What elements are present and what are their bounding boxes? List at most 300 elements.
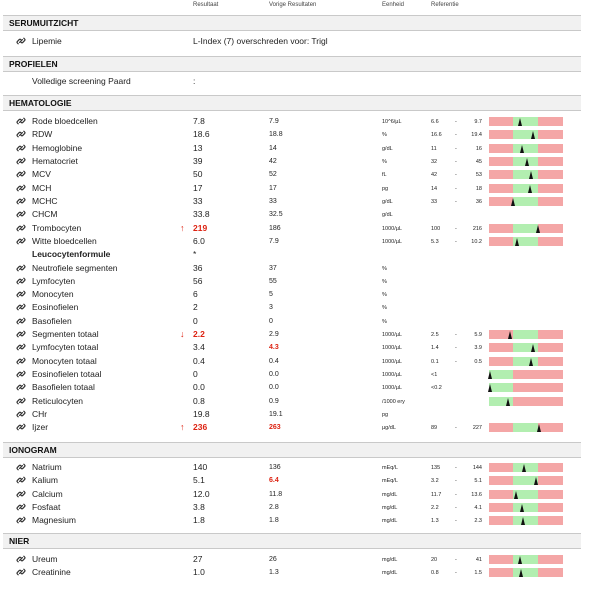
reference-separator: - (455, 345, 457, 352)
link-icon[interactable] (16, 369, 26, 379)
previous-value: 2.8 (269, 503, 279, 511)
result-value: 3.8 (193, 501, 205, 512)
previous-value: 37 (269, 264, 277, 272)
previous-value: 11.8 (269, 490, 283, 498)
test-name: Kalium (32, 475, 58, 486)
reference-low: 16.6 (431, 132, 442, 139)
reference-low: 0.8 (431, 570, 439, 577)
test-name: Basofielen totaal (32, 382, 95, 393)
result-value: 36 (193, 262, 203, 273)
link-icon[interactable] (16, 289, 26, 299)
link-icon[interactable] (16, 302, 26, 312)
link-icon[interactable] (16, 183, 26, 193)
test-name: CHr (32, 409, 48, 420)
reference-range-bar (489, 555, 563, 564)
result-value: 18.6 (193, 129, 210, 140)
result-value: 236 (193, 422, 208, 433)
result-row (0, 566, 601, 579)
reference-low: 0.1 (431, 358, 439, 365)
previous-value: 26 (269, 556, 277, 563)
previous-value: 2.9 (269, 331, 279, 339)
unit: 1000/µL (382, 238, 402, 245)
unit: mg/dL (382, 570, 398, 577)
result-row (0, 35, 601, 48)
reference-range-bar (489, 397, 563, 406)
previous-value: 0.0 (269, 384, 279, 392)
unit: % (382, 318, 387, 325)
result-marker (528, 185, 532, 193)
previous-value: 0 (269, 317, 273, 325)
reference-low: 6.6 (431, 119, 439, 125)
reference-separator: - (455, 491, 457, 498)
reference-separator: - (455, 198, 457, 205)
unit: mg/dL (382, 491, 398, 498)
result-row (0, 182, 601, 195)
link-icon[interactable] (16, 276, 26, 286)
unit: g/dL (382, 198, 393, 205)
link-icon[interactable] (16, 475, 26, 485)
reference-range-bar (489, 476, 563, 485)
unit: mg/dL (382, 504, 398, 511)
reference-range-bar (489, 117, 563, 126)
previous-value: 136 (269, 464, 281, 471)
result-marker (525, 158, 529, 166)
link-icon[interactable] (16, 236, 26, 246)
test-name: Ijzer (32, 422, 49, 433)
test-name: Reticulocyten (32, 395, 84, 406)
unit: % (382, 265, 387, 272)
result-marker (518, 556, 522, 564)
normal-range-band (513, 330, 537, 339)
result-marker (529, 171, 533, 179)
reference-range-bar (489, 157, 563, 166)
reference-separator: - (455, 172, 457, 179)
reference-separator: - (455, 145, 457, 152)
reference-range-bar (489, 197, 563, 206)
link-icon[interactable] (16, 396, 26, 406)
link-icon[interactable] (16, 567, 26, 577)
result-row (0, 408, 601, 421)
result-value: 0.4 (193, 355, 205, 366)
header-reference: Referentie (431, 2, 459, 8)
reference-high: 9.7 (474, 119, 482, 125)
section-header: PROFIELEN (3, 56, 581, 72)
unit: mg/dL (382, 518, 398, 525)
test-name: Segmenten totaal (32, 329, 99, 340)
result-value: 219 (193, 222, 208, 233)
reference-separator: - (455, 132, 457, 139)
result-value: 0 (193, 369, 198, 380)
unit: pg (382, 412, 389, 419)
result-row (0, 235, 601, 248)
reference-range-bar (489, 130, 563, 139)
reference-high: 41 (475, 557, 482, 563)
normal-range-band (513, 568, 537, 577)
result-row (0, 368, 601, 381)
result-marker (519, 569, 523, 577)
result-value: L-Index (7) overschreden voor: Trigl (193, 36, 328, 46)
result-value: 1.8 (193, 515, 205, 526)
reference-high: 2.3 (474, 518, 482, 525)
reference-high: 144 (472, 465, 482, 471)
result-value: 0.8 (193, 395, 205, 406)
result-row (0, 514, 601, 527)
result-row (0, 395, 601, 408)
previous-value: 52 (269, 171, 277, 179)
unit: 1000/µL (382, 345, 402, 352)
reference-separator: - (455, 185, 457, 192)
result-row (0, 75, 601, 88)
test-name: CHCM (32, 209, 58, 220)
reference-separator: - (455, 478, 457, 485)
test-name: Lymfocyten (32, 275, 76, 286)
unit: mEq/L (382, 478, 398, 485)
normal-range-band (513, 516, 537, 525)
result-marker (514, 491, 518, 499)
reference-high: 216 (472, 225, 482, 232)
reference-range-bar (489, 423, 563, 432)
unit: 1000/µL (382, 358, 402, 365)
reference-range-bar (489, 330, 563, 339)
reference-low: 100 (431, 225, 441, 232)
previous-value: 14 (269, 144, 277, 152)
unit: 10^6/µL (382, 119, 402, 125)
reference-range-bar (489, 516, 563, 525)
result-value: 6 (193, 289, 198, 300)
reference-low: 1.4 (431, 345, 439, 352)
result-value: 2.2 (193, 329, 205, 340)
result-value: 7.8 (193, 116, 205, 126)
link-icon[interactable] (16, 156, 26, 166)
reference-separator: - (455, 358, 457, 365)
result-row (0, 128, 601, 141)
test-name: Hemoglobine (32, 142, 83, 153)
section-header: SERUMUITZICHT (3, 15, 581, 31)
result-value: 140 (193, 462, 208, 472)
normal-range-band (513, 224, 537, 233)
previous-value: 3 (269, 304, 273, 312)
test-name: Hematocriet (32, 155, 78, 166)
previous-value: 7.9 (269, 237, 279, 245)
reference-separator: - (455, 119, 457, 125)
reference-high: 5.1 (474, 478, 482, 485)
link-icon[interactable] (16, 169, 26, 179)
test-name: Lymfocyten totaal (32, 342, 99, 353)
reference-separator: - (455, 332, 457, 339)
arrow-up-icon: ↑ (180, 222, 185, 233)
previous-value: 0.4 (269, 357, 279, 365)
previous-value: 19.1 (269, 411, 283, 419)
previous-value: 1.8 (269, 517, 279, 525)
result-marker (488, 384, 492, 392)
test-name: Volledige screening Paard (32, 76, 131, 86)
reference-range-bar (489, 237, 563, 246)
result-row (0, 142, 601, 155)
reference-separator: - (455, 518, 457, 525)
reference-range-bar (489, 357, 563, 366)
result-row (0, 195, 601, 208)
test-name: Magnesium (32, 515, 76, 526)
result-row (0, 341, 601, 354)
test-name: MCV (32, 169, 51, 180)
unit: mg/dL (382, 557, 398, 563)
reference-low: 89 (431, 425, 438, 432)
result-marker (518, 118, 522, 126)
result-value: 13 (193, 142, 203, 153)
result-row (0, 355, 601, 368)
reference-low: 3.2 (431, 478, 439, 485)
unit: g/dL (382, 145, 393, 152)
test-name: Neutrofiele segmenten (32, 262, 118, 273)
unit: 1000/µL (382, 385, 402, 392)
reference-range-bar (489, 144, 563, 153)
result-value: 3.4 (193, 342, 205, 353)
test-name: Lipemie (32, 36, 62, 46)
header-previous-results: Vorige Resultaten (269, 2, 317, 8)
result-marker (508, 331, 512, 339)
previous-value: 32.5 (269, 211, 283, 219)
result-marker (521, 517, 525, 525)
test-name: Trombocyten (32, 222, 82, 233)
reference-low: <0.2 (431, 385, 442, 392)
reference-range-bar (489, 170, 563, 179)
previous-value: 17 (269, 184, 277, 192)
link-icon[interactable] (16, 36, 26, 46)
unit: % (382, 132, 387, 139)
reference-range-bar (489, 370, 563, 379)
reference-low: 33 (431, 198, 438, 205)
result-row (0, 381, 601, 394)
link-icon[interactable] (16, 129, 26, 139)
link-icon[interactable] (16, 209, 26, 219)
result-marker (529, 358, 533, 366)
reference-range-bar (489, 463, 563, 472)
result-marker (506, 398, 510, 406)
result-row (0, 248, 601, 261)
test-name: Leucocytenformule (32, 249, 111, 260)
previous-value: 0.9 (269, 397, 279, 405)
result-value: 0 (193, 315, 198, 326)
result-value: 56 (193, 275, 203, 286)
previous-value: 186 (269, 224, 281, 232)
normal-range-band (513, 144, 537, 153)
result-value: 50 (193, 169, 203, 180)
link-icon[interactable] (16, 462, 26, 472)
result-value: 19.8 (193, 409, 210, 420)
normal-range-band (513, 184, 537, 193)
unit: mEq/L (382, 465, 398, 471)
reference-separator: - (455, 465, 457, 471)
link-icon[interactable] (16, 143, 26, 153)
test-name: RDW (32, 129, 53, 140)
reference-low: 42 (431, 172, 438, 179)
result-value: 39 (193, 155, 203, 166)
arrow-up-icon: ↑ (180, 422, 185, 433)
normal-range-band (489, 370, 513, 379)
result-value: 1.0 (193, 567, 205, 578)
reference-low: <1 (431, 372, 438, 379)
link-icon[interactable] (16, 515, 26, 525)
result-marker (531, 131, 535, 139)
header-result: Resultaat (193, 2, 219, 8)
reference-separator: - (455, 158, 457, 165)
section-header: NIER (3, 533, 581, 549)
result-marker (537, 424, 541, 432)
reference-high: 0.5 (474, 358, 482, 365)
reference-range-bar (489, 503, 563, 512)
arrow-down-icon: ↓ (180, 329, 185, 340)
result-marker (536, 225, 540, 233)
unit: g/dL (382, 212, 393, 219)
result-value: 33 (193, 195, 203, 206)
test-name: MCH (32, 182, 52, 193)
result-row (0, 421, 601, 434)
link-icon[interactable] (16, 409, 26, 419)
reference-separator: - (455, 504, 457, 511)
result-marker (534, 477, 538, 485)
reference-range-bar (489, 184, 563, 193)
previous-value: 4.3 (269, 344, 279, 352)
result-marker (522, 464, 526, 472)
result-value: 17 (193, 182, 203, 193)
unit: % (382, 278, 387, 285)
link-icon[interactable] (16, 554, 26, 564)
normal-range-band (513, 357, 537, 366)
result-value: * (193, 249, 197, 260)
reference-separator: - (455, 225, 457, 232)
result-row (0, 222, 601, 235)
link-icon[interactable] (16, 382, 26, 392)
result-marker (520, 145, 524, 153)
previous-value: 5 (269, 291, 273, 299)
reference-high: 227 (472, 425, 482, 432)
unit: % (382, 305, 387, 312)
unit: % (382, 158, 387, 165)
reference-high: 53 (475, 172, 482, 179)
previous-value: 7.9 (269, 118, 279, 125)
reference-high: 45 (475, 158, 482, 165)
previous-value: 18.8 (269, 131, 283, 139)
reference-low: 2.5 (431, 332, 439, 339)
normal-range-band (489, 383, 513, 392)
result-marker (511, 198, 515, 206)
result-row (0, 115, 601, 128)
reference-range-bar (489, 224, 563, 233)
test-name: Rode bloedcellen (32, 116, 98, 126)
reference-low: 11 (431, 145, 437, 152)
result-value: : (193, 76, 196, 86)
link-icon[interactable] (16, 316, 26, 326)
reference-low: 20 (431, 557, 438, 563)
result-row (0, 275, 601, 288)
result-value: 27 (193, 554, 203, 564)
reference-low: 2.2 (431, 504, 439, 511)
result-marker (488, 371, 492, 379)
previous-value: 1.3 (269, 569, 279, 577)
result-value: 5.1 (193, 475, 205, 486)
result-row (0, 461, 601, 474)
reference-low: 14 (431, 185, 438, 192)
reference-low: 1.3 (431, 518, 439, 525)
normal-range-band (489, 397, 513, 406)
reference-high: 5.9 (474, 332, 482, 339)
unit: 1000/µL (382, 372, 402, 379)
unit: % (382, 292, 387, 299)
reference-low: 32 (431, 158, 438, 165)
result-row (0, 208, 601, 221)
normal-range-band (513, 423, 537, 432)
link-icon[interactable] (16, 196, 26, 206)
reference-separator: - (455, 570, 457, 577)
link-icon[interactable] (16, 489, 26, 499)
reference-high: 3.9 (474, 345, 482, 352)
reference-range-bar (489, 490, 563, 499)
unit: /1000 ery (382, 398, 405, 405)
test-name: Natrium (32, 462, 62, 472)
link-icon[interactable] (16, 502, 26, 512)
reference-high: 18 (475, 185, 482, 192)
reference-high: 4.1 (474, 504, 482, 511)
reference-high: 13.6 (471, 491, 482, 498)
test-name: Witte bloedcellen (32, 235, 97, 246)
result-value: 0.0 (193, 382, 205, 393)
link-icon[interactable] (16, 329, 26, 339)
result-row (0, 501, 601, 514)
test-name: Eosinofielen totaal (32, 369, 102, 380)
section-header: HEMATOLOGIE (3, 95, 581, 111)
link-icon[interactable] (16, 223, 26, 233)
link-icon[interactable] (16, 356, 26, 366)
reference-high: 10.2 (471, 238, 482, 245)
result-row (0, 315, 601, 328)
normal-range-band (513, 503, 537, 512)
link-icon[interactable] (16, 342, 26, 352)
test-name: Calcium (32, 488, 63, 499)
reference-range-bar (489, 568, 563, 577)
test-name: Creatinine (32, 567, 71, 578)
test-name: Basofielen (32, 315, 72, 326)
link-icon[interactable] (16, 116, 26, 126)
reference-high: 16 (475, 145, 482, 152)
link-icon[interactable] (16, 422, 26, 432)
test-name: Ureum (32, 554, 58, 564)
result-marker (515, 238, 519, 246)
test-name: MCHC (32, 195, 58, 206)
result-marker (531, 344, 535, 352)
previous-value: 42 (269, 157, 277, 165)
previous-value: 0.0 (269, 371, 279, 379)
test-name: Eosinofielen (32, 302, 79, 313)
normal-range-band (513, 117, 537, 126)
result-value: 2 (193, 302, 198, 313)
reference-separator: - (455, 238, 457, 245)
normal-range-band (513, 555, 537, 564)
unit: 1000/µL (382, 332, 402, 339)
link-icon[interactable] (16, 263, 26, 273)
result-value: 12.0 (193, 488, 210, 499)
test-name: Monocyten (32, 289, 74, 300)
test-name: Monocyten totaal (32, 355, 97, 366)
result-row (0, 288, 601, 301)
unit: µg/dL (382, 425, 396, 432)
result-row (0, 553, 601, 566)
reference-low: 11.7 (431, 491, 442, 498)
result-row (0, 155, 601, 168)
header-unit: Eenheid (382, 2, 405, 8)
reference-low: 5.3 (431, 238, 439, 245)
reference-range-bar (489, 383, 563, 392)
test-name: Fosfaat (32, 501, 61, 512)
